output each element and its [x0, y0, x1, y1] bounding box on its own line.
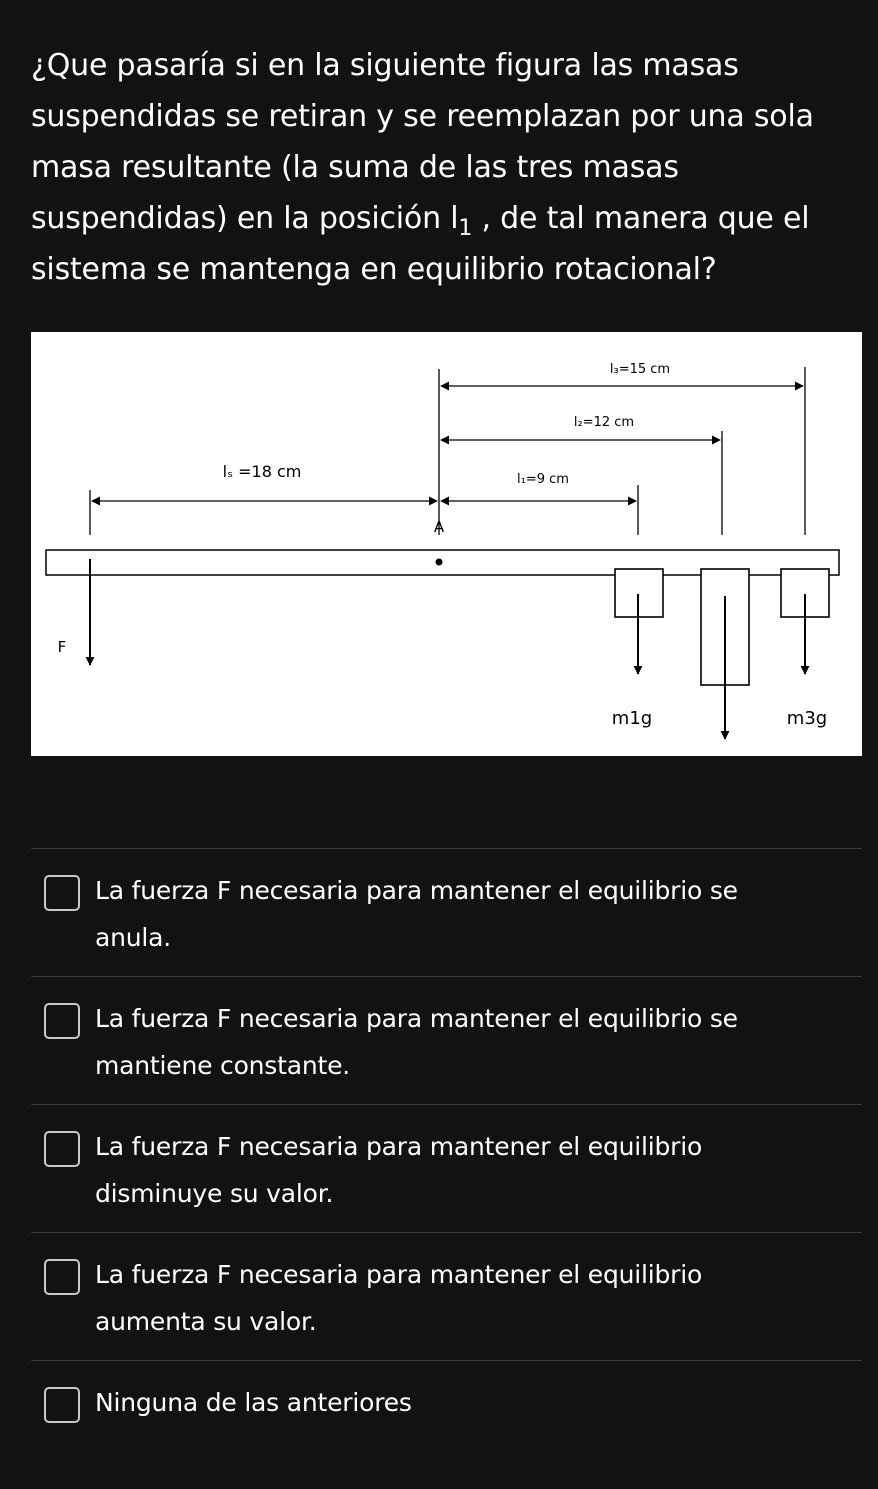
answer-option-4-checkbox[interactable] — [44, 1259, 80, 1295]
question-text — [31, 40, 841, 295]
m1g-label: m1g — [611, 708, 653, 729]
answer-option-3-checkbox[interactable] — [44, 1131, 80, 1167]
answer-options — [31, 848, 862, 1489]
answer-option-5-label: Ninguna de las anteriores — [95, 1388, 412, 1417]
answer-option-4[interactable] — [31, 1233, 862, 1361]
answer-option-3-label: La fuerza F necesaria para mantener el equilibrio disminuye su valor. — [95, 1132, 703, 1208]
m3g-label: m3g — [786, 708, 828, 729]
pivot-point — [436, 559, 443, 566]
answer-option-4-label: La fuerza F necesaria para mantener el equilibrio aumenta su valor. — [95, 1260, 703, 1336]
answer-option-1[interactable] — [31, 849, 862, 977]
answer-option-5-checkbox[interactable] — [44, 1387, 80, 1423]
answer-option-1-checkbox[interactable] — [44, 875, 80, 911]
answer-option-2-label: La fuerza F necesaria para mantener el equilibrio se mantiene constante. — [95, 1004, 738, 1080]
answer-option-5[interactable] — [31, 1361, 862, 1489]
question-subscript: 1 — [458, 216, 473, 241]
answer-option-2-checkbox[interactable] — [44, 1003, 80, 1039]
answer-option-3[interactable] — [31, 1105, 862, 1233]
answer-option-1-label: La fuerza F necesaria para mantener el equilibrio se anula. — [95, 876, 738, 952]
pivot-label: A — [433, 518, 445, 536]
l2-label: l₂=12 cm — [573, 415, 635, 430]
question-text-after: , de tal manera que el sistema se mantenga en equilibrio rotacional? — [31, 201, 810, 287]
l3-label: l₃=15 cm — [609, 362, 671, 377]
lever-diagram — [31, 332, 862, 756]
ls-label: lₛ =18 cm — [222, 462, 302, 481]
answer-option-2[interactable] — [31, 977, 862, 1105]
l1-label: l₁=9 cm — [517, 472, 569, 487]
force-f-label: F — [57, 638, 67, 656]
question-text-before: ¿Que pasaría si en la siguiente figura las masas suspendidas se retiran y se reemplazan por una sola masa resultante (la suma de las tres masas suspendidas) en la posición l — [31, 48, 814, 236]
